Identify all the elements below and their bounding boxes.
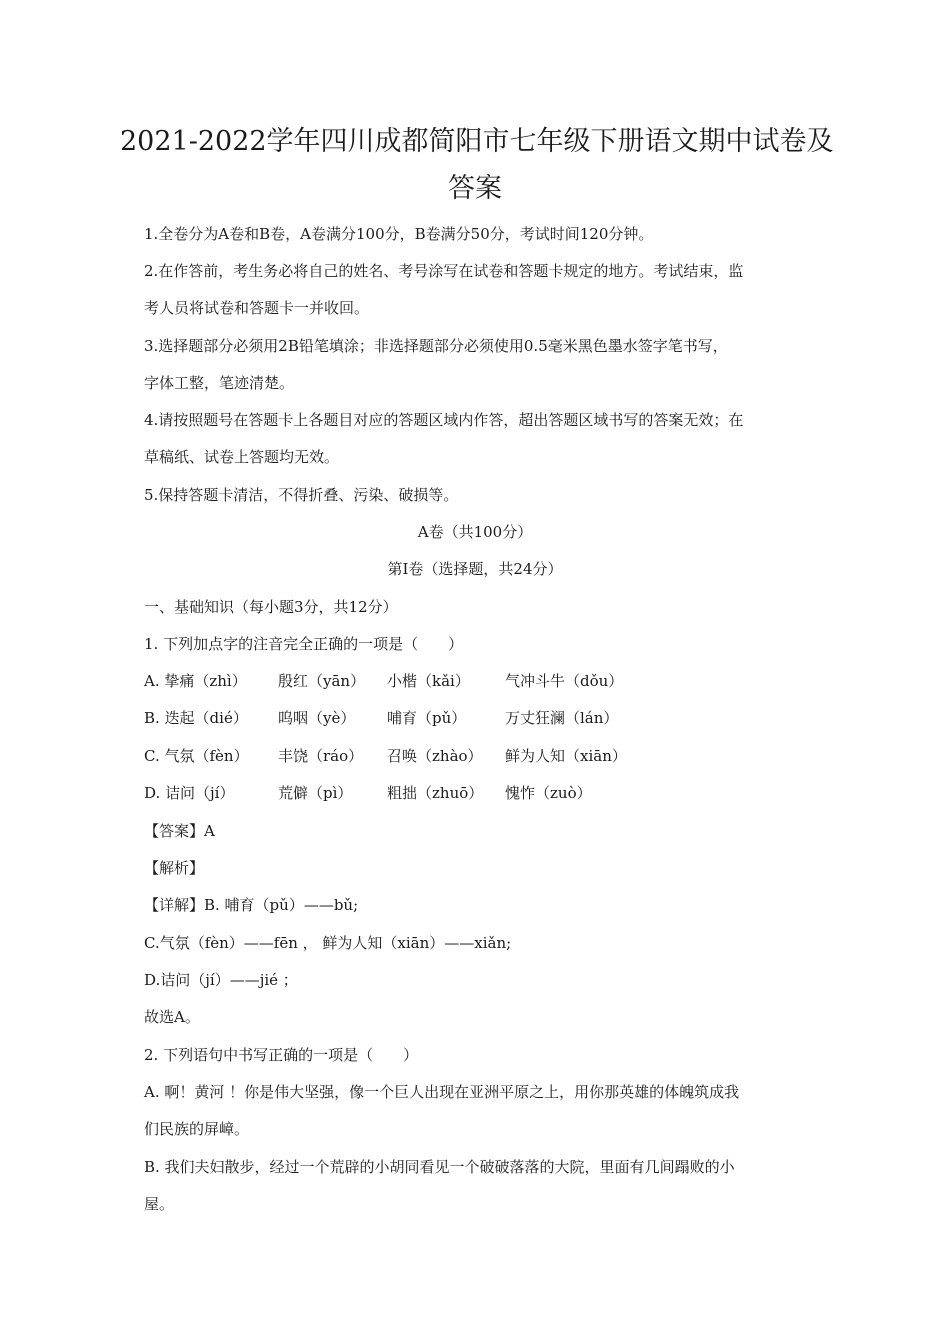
question-2-line: 们民族的屏嶂。 xyxy=(144,1120,250,1138)
option-item: 气冲斗牛（dǒu） xyxy=(505,672,624,690)
option-item: 愧怍（zuò） xyxy=(505,784,592,802)
option-item: 荒僻（pì） xyxy=(278,784,353,802)
option-item: 召唤（zhào） xyxy=(387,747,483,765)
instruction-line: 1.全卷分为A卷和B卷，A卷满分100分，B卷满分50分，考试时间120分钟。 xyxy=(144,225,654,243)
instruction-line: 2.在作答前，考生务必将自己的姓名、考号涂写在试卷和答题卡规定的地方。考试结束，监 xyxy=(144,262,744,280)
question-1-detail: D.诘问（jí）——jié ； xyxy=(144,971,298,989)
question-1-stem: 1. 下列加点字的注音完全正确的一项是（ ） xyxy=(144,635,464,653)
option-item: A. 挚痛（zhì） xyxy=(144,672,247,690)
option-item: 万丈狂澜（lán） xyxy=(505,709,619,727)
option-item: 哺育（pǔ） xyxy=(387,709,467,727)
option-item: C. 气氛（fèn） xyxy=(144,747,249,765)
instruction-line: 草稿纸、试卷上答题均无效。 xyxy=(144,448,340,466)
section-a-heading: A卷（共100分） xyxy=(417,523,533,541)
question-1-detail: 【详解】B. 哺育（pǔ）——bǔ; xyxy=(144,896,359,914)
instruction-line: 考人员将试卷和答题卡一并收回。 xyxy=(144,299,370,317)
option-item: 鲜为人知（xiān） xyxy=(505,747,627,765)
question-2-line: A. 啊！黄河 ！你是伟大坚强，像一个巨人出现在亚洲平原之上，用你那英雄的体魄筑成我 xyxy=(144,1083,740,1101)
question-2-stem: 2. 下列语句中书写正确的一项是（ ） xyxy=(144,1046,419,1064)
option-item: 呜咽（yè） xyxy=(278,709,356,727)
question-1-detail: 故选A。 xyxy=(144,1008,200,1026)
instruction-line: 3.选择题部分必须用2B铅笔填涂；非选择题部分必须使用0.5毫米黑色墨水签字笔书写， xyxy=(144,337,728,355)
instruction-line: 字体工整，笔迹清楚。 xyxy=(144,374,295,392)
part-one-heading: 第Ⅰ卷（选择题，共24分） xyxy=(387,560,563,578)
basic-knowledge-heading: 一、基础知识（每小题3分，共12分） xyxy=(144,598,398,616)
question-1-detail: C.气氛（fèn）——fēn ， 鲜为人知（xiān）——xiǎn; xyxy=(144,934,512,952)
option-item: 粗拙（zhuō） xyxy=(387,784,484,802)
question-2-line: 屋。 xyxy=(144,1195,175,1213)
document-title-line2: 答案 xyxy=(448,173,502,204)
option-item: 殷红（yān） xyxy=(278,672,366,690)
option-item: D. 诘问（jí） xyxy=(144,784,235,802)
option-item: 丰饶（ráo） xyxy=(278,747,364,765)
document-title-line1: 2021-2022学年四川成都简阳市七年级下册语文期中试卷及 xyxy=(120,126,834,157)
instruction-line: 4.请按照题号在答题卡上各题目对应的答题区域内作答，超出答题区域书写的答案无效；在 xyxy=(144,411,744,429)
option-item: 小楷（kǎi） xyxy=(387,672,470,690)
question-1-answer: 【答案】A xyxy=(144,822,215,840)
option-item: B. 迭起（dié） xyxy=(144,709,248,727)
instruction-line: 5.保持答题卡清洁，不得折叠、污染、破损等。 xyxy=(144,486,459,504)
question-2-line: B. 我们夫妇散步，经过一个荒辟的小胡同看见一个破破落落的大院，里面有几间蹋败的小 xyxy=(144,1158,735,1176)
question-1-analysis: 【解析】 xyxy=(144,859,205,877)
